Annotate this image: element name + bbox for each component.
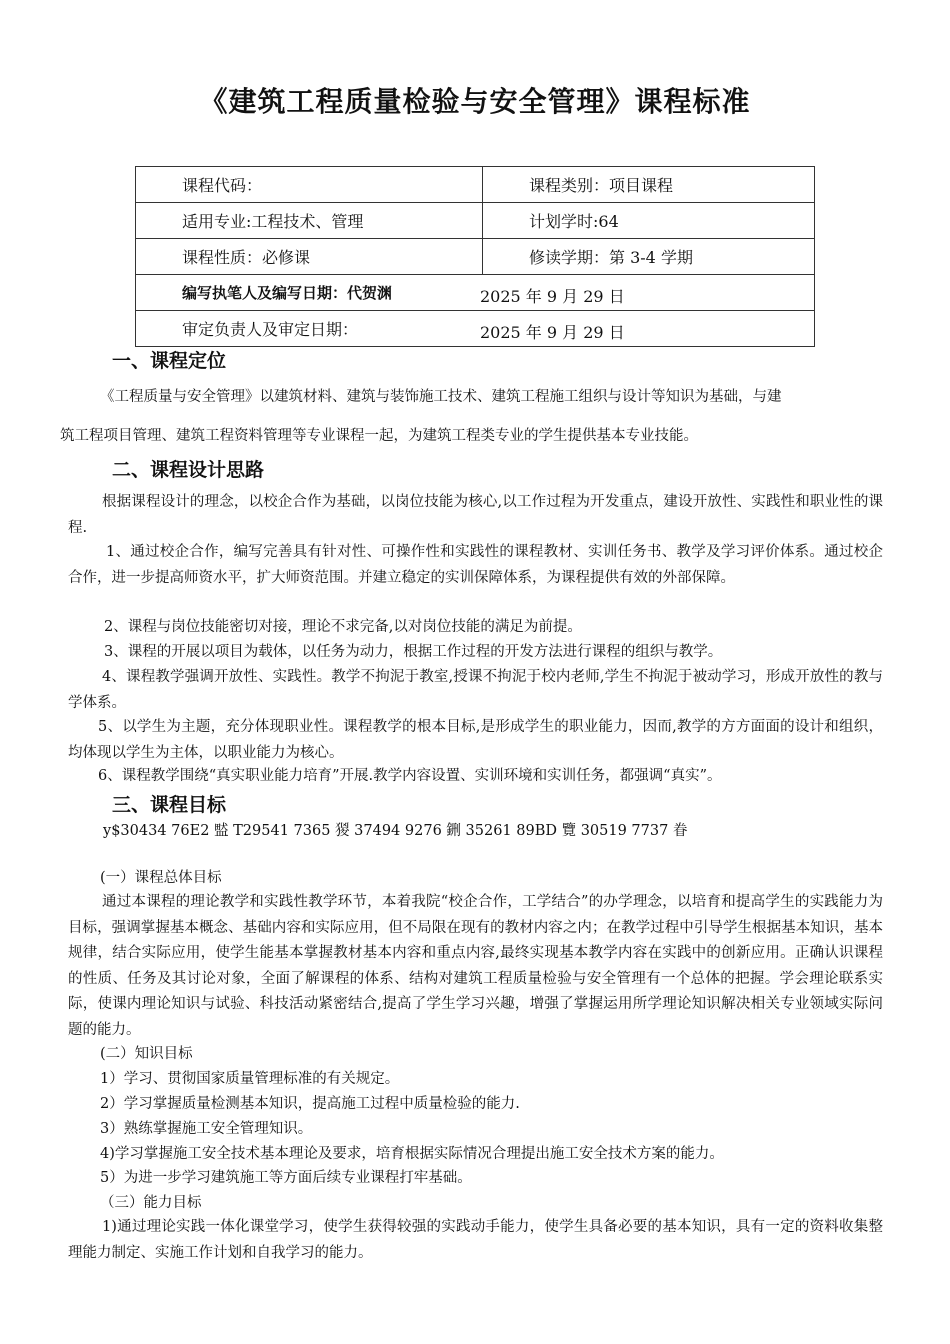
info-row xyxy=(136,203,815,239)
course-info-table xyxy=(135,166,815,347)
encoded-text-line: y$30434 76E2 盢 T29541 7365 猣 37494 9276 鉶 35261 89BD 覽 30519 7737 眷 xyxy=(103,823,688,839)
section-heading-objectives: 三、课程目标 xyxy=(112,794,227,816)
subheading-ability: （三）能力目标 xyxy=(100,1195,202,1211)
course-code-cell: 课程代码： xyxy=(182,176,263,195)
knowledge-item-2: 2）学习掌握质量检测基本知识，提高施工过程中质量检验的能力. xyxy=(100,1096,520,1112)
design-point-5: 5、以学生为主题，充分体现职业性。课程教学的根本目标,是形成学生的职业能力，因而,教学的方方面面的设计和组织，均体现以学生为主体，以职业能力为核心。 xyxy=(68,719,883,761)
subheading-knowledge: (二）知识目标 xyxy=(100,1046,193,1062)
nature-cell: 课程性质：必修课 xyxy=(182,248,311,267)
semester-cell: 修读学期：第 3-4 学期 xyxy=(483,239,815,275)
section-heading-design: 二、课程设计思路 xyxy=(112,459,265,481)
knowledge-item-3: 3）熟练掌握施工安全管理知识。 xyxy=(100,1121,313,1137)
info-row xyxy=(136,239,815,275)
knowledge-item-4: 4)学习掌握施工安全技术基本理论及要求，培育根据实际情况合理提出施工安全技术方案的能力。 xyxy=(100,1146,724,1162)
major-cell: 适用专业:工程技术、管理 xyxy=(182,212,364,231)
knowledge-item-5: 5）为进一步学习建筑施工等方面后续专业课程打牢基础。 xyxy=(100,1170,472,1186)
positioning-paragraph: 《工程质量与安全管理》以建筑材料、建筑与装饰施工技术、建筑工程施工组织与设计等知识为基础，与建 xyxy=(100,389,782,405)
design-intro: 根据课程设计的理念，以校企合作为基础，以岗位技能为核心,以工作过程为开发重点，建设开放性、实践性和职业性的课程. xyxy=(68,494,883,536)
positioning-paragraph-cont: 筑工程项目管理、建筑工程资料管理等专业课程一起，为建筑工程类专业的学生提供基本专业技能。 xyxy=(60,428,698,444)
design-point-2: 2、课程与岗位技能密切对接，理论不求完备,以对岗位技能的满足为前提。 xyxy=(104,619,582,635)
info-row xyxy=(136,275,815,311)
author-label: 编写执笔人及编写日期：代贺渊 xyxy=(182,284,393,302)
overall-objective: 通过本课程的理论教学和实践性教学环节，本着我院“校企合作，工学结合”的办学理念，以培育和提高学生的实践能力为目标，强调掌握基本概念、基础内容和实际应用，但不局限在现有的教材内容之内；在教学过程中引导学生根据基本知识，基本规律，结合实际应用，使学生能基本掌握教材基本内容和重点内容,最终实现基本教学内容在实践中的创新应用。正确认识课程的性质、任务及其讨论对象，全面了解课程的体系、结构对建筑工程质量检验与安全管理有一个总体的把握。学会理论联系实际，使课内理论知识与试验、科技活动紧密结合,提高了学生学习兴趣，增强了掌握运用所学理论知识解决相关专业领域实际问题的能力。 xyxy=(68,894,883,1038)
author-cell xyxy=(136,275,815,311)
hours-cell: 计划学时:64 xyxy=(483,203,815,239)
author-date: 2025 年 9 月 29 日 xyxy=(480,287,625,306)
design-point-4: 4、课程教学强调开放性、实践性。教学不拘泥于教室,授课不拘泥于校内老师,学生不拘泥于被动学习，形成开放性的教与学体系。 xyxy=(68,669,883,711)
info-row xyxy=(136,311,815,347)
info-row xyxy=(136,167,815,203)
page-title: 《建筑工程质量检验与安全管理》课程标准 xyxy=(199,85,751,118)
reviewer-cell xyxy=(136,311,815,347)
design-point-6: 6、课程教学围绕“真实职业能力培育”开展.教学内容设置、实训环境和实训任务，都强调“真实”。 xyxy=(98,768,722,784)
ability-item-1: 1)通过理论实践一体化课堂学习，使学生获得较强的实践动手能力，使学生具备必要的基本知识，具有一定的资料收集整理能力制定、实施工作计划和自我学习的能力。 xyxy=(68,1219,883,1261)
design-point-3: 3、课程的开展以项目为载体，以任务为动力，根据工作过程的开发方法进行课程的组织与教学。 xyxy=(104,644,723,660)
section-heading-positioning: 一、课程定位 xyxy=(112,350,227,372)
subheading-overall: (一）课程总体目标 xyxy=(100,870,222,886)
reviewer-date: 2025 年 9 月 29 日 xyxy=(480,323,625,342)
design-point-1: 1、通过校企合作，编写完善具有针对性、可操作性和实践性的课程教材、实训任务书、教学及学习评价体系。通过校企合作，进一步提高师资水平，扩大师资范围。并建立稳定的实训保障体系，为课程提供有效的外部保障。 xyxy=(68,544,883,586)
knowledge-item-1: 1）学习、贯彻国家质量管理标准的有关规定。 xyxy=(100,1071,400,1087)
reviewer-label: 审定负责人及审定日期： xyxy=(182,320,359,339)
course-type-cell: 课程类别：项目课程 xyxy=(483,167,815,203)
